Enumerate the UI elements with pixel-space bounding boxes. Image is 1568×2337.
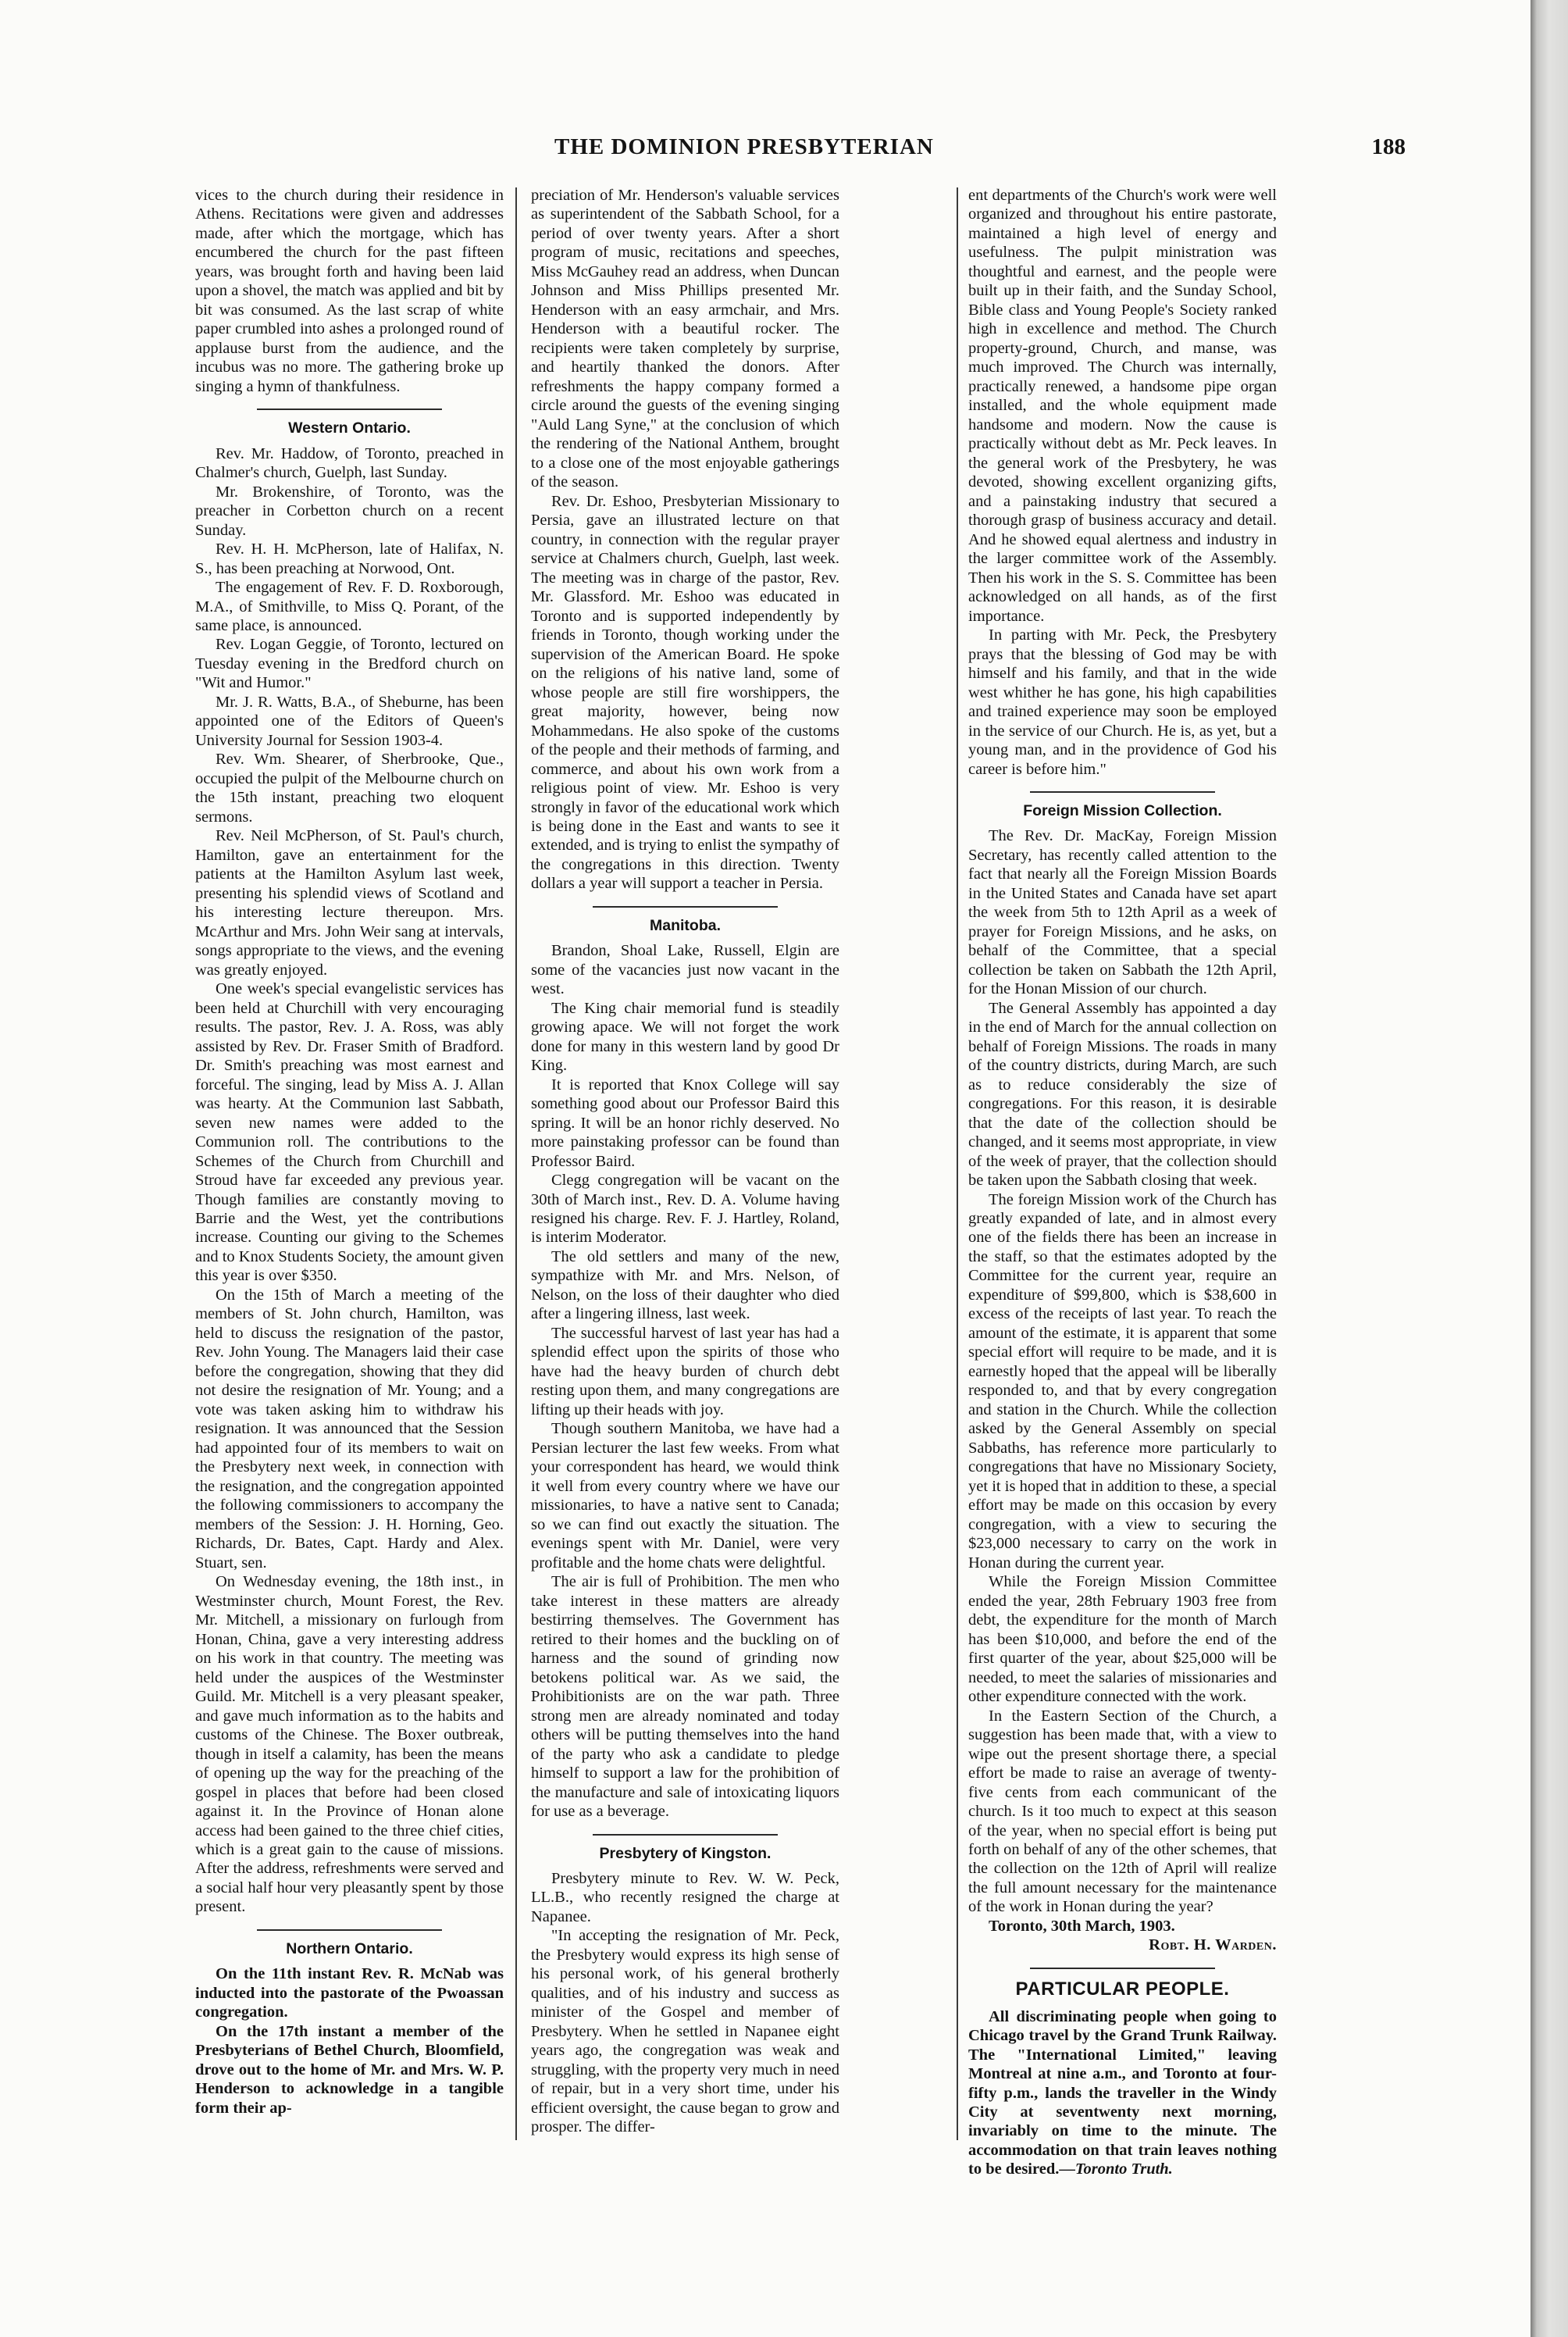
paragraph: The engagement of Rev. F. D. Roxborough, M.A., of Smithville, to Miss Q. Porant, of the same place, is announced. — [195, 579, 504, 634]
paragraph: Mr. Brokenshire, of Toronto, was the preacher in Corbetton church on a recent Sunday. — [195, 483, 504, 539]
section-rule — [257, 1929, 442, 1931]
paragraph: vices to the church during their residence in Athens. Recitations were given and addresses made, after which the mortgage, which has encumbered the church for the past fifteen years, was brought forth and having been laid upon a shovel, the match was applied and bit by bit was consumed. As the last scrap of white paper crumbled into ashes a prolonged round of applause burst from the audience, and the incubus was no more. The gathering broke up singing a hymn of thankfulness. — [195, 187, 504, 395]
paragraph: Though southern Manitoba, we have had a Persian lecturer the last few weeks. From what your correspondent has heard, we would think it well from every country where we have our missionaries, to have a native sent to Canada; so we can find out exactly the situation. The evenings spent with Mr. Daniel, were very profitable and the home chats were delightful. — [531, 1420, 839, 1572]
paragraph: Rev. Dr. Eshoo, Presbyterian Missionary to Persia, gave an illustrated lecture on that country, in connection with the regular prayer service at Chalmers church, Guelph, last week. The meeting was in charge of the pastor, Rev. Mr. Glassford. Mr. Eshoo was educated in Toronto and is supported independently by friends in Toronto, though working under the supervision of the American Board. He spoke on the religions of his native land, some of whose people are still fire worshippers, the great majority, however, being now Mohammedans. He also spoke of the customs of the people and their methods of farming, and commerce, and about his own work from a religious point of view. Mr. Eshoo is very strongly in favor of the educational work which is being done in the East and wants to see it extended, and is trying to enlist the sympathy of the congregations in this direction. Twenty dollars a year will support a teacher in Persia. — [531, 492, 839, 893]
section-rule — [1030, 1968, 1215, 1969]
paragraph: Mr. J. R. Watts, B.A., of Sheburne, has been appointed one of the Editors of Queen's University Journal for Session 1903-4. — [195, 693, 504, 749]
page-header — [195, 134, 1413, 166]
column-divider — [957, 187, 958, 2140]
paragraph: The air is full of Prohibition. The men who take interest in these matters are already bestirring themselves. The Government has retired to their homes and the buckling on of harness and the sound of grinding now betokens political war. As we said, the Prohibitionists are on the war path. Three strong men are already nominated and today others will be putting themselves into the hand of the party who ask a candidate to pledge himself to support a law for the prohibition of the manufacture and sale of intoxicating liquors for use as a beverage. — [531, 1573, 839, 1821]
paragraph: Presbytery minute to Rev. W. W. Peck, LL.B., who recently resigned the charge at Napanee. — [531, 1869, 839, 1925]
paragraph: One week's special evangelistic services has been held at Churchill with very encouraging results. The pastor, Rev. J. A. Ross, was ably assisted by Rev. Dr. Fraser Smith of Bradford. Dr. Smith's preaching was most earnest and forceful. The singing, lead by Miss A. J. Allan was hearty. At the Communion last Sabbath, seven new names were added to the Communion roll. The contributions to the Schemes of the Church from Churchill and Stroud have far exceeded any previous year. Though families are constantly moving to Barrie and the West, yet the contributions increase. Counting our giving to the Schemes and to Knox Students Society, the amount given this year is over $350. — [195, 980, 504, 1285]
paragraph: ent departments of the Church's work were well organized and throughout his entire pastorate, maintained a high level of energy and usefulness. The pulpit ministration was thoughtful and earnest, and the people were built up in their faith, and the Sunday School, Bible class and Young People's Society ranked high in excellence and method. The Church property-ground, Church, and manse, was much improved. The Church was internally, practically renewed, a handsome pipe organ installed, and the whole equipment made handsome and modern. Now the cause is practically without debt as Mr. Peck leaves. In the general work of the Presbytery, he was devoted, showing excellent organizing gifts, and a painstaking industry that secured a thorough grasp of business accuracy and detail. And he showed equal alertness and industry in the larger committee work of the Assembly. Then his work in the S. S. Committee has been acknowledged on all hands, as of the first importance. — [968, 187, 1277, 625]
page-number: 188 — [1371, 134, 1406, 159]
section-heading-western-ontario: Western Ontario. — [288, 419, 411, 437]
section-heading-foreign-mission-collection: Foreign Mission Collection. — [1023, 802, 1222, 820]
paragraph: Clegg congregation will be vacant on the 30th of March inst., Rev. D. A. Volume having resigned his charge. Rev. F. J. Hartley, Roland, is interim Moderator. — [531, 1172, 839, 1247]
column-1 — [195, 186, 504, 2154]
dateline: Toronto, 30th March, 1903. — [989, 1917, 1175, 1935]
paragraph: On the 17th instant a member of the Presbyterians of Bethel Church, Bloomfield, drove out to the home of Mr. and Mrs. W. P. Henderson to acknowledge in a tangible form their ap- — [195, 2022, 504, 2117]
paragraph: The foreign Mission work of the Church has greatly expanded of late, and in almost every one of the fields there has been an increase in the staff, so that the estimates adopted by the Committee for the current year, require an expenditure of $99,800, which is $38,600 in excess of the receipts of last year. To reach the amount of the estimate, it is apparent that some special effort will require to be made, and it is earnestly hoped that the appeal will be liberally responded to, and that by every congregation and station in the Church. While the collection asked by the General Assembly on special Sabbaths, has reference more particularly to congregations that have no Missionary Society, yet it is hoped that in addition to these, a special effort may be made on this occasion by every congregation, with a view to securing the $23,000 necessary to carry on the work in Honan during the current year. — [968, 1190, 1277, 1572]
section-heading-manitoba: Manitoba. — [650, 916, 721, 934]
page-edge-shadow — [1531, 0, 1568, 2337]
source-credit: Toronto Truth. — [1074, 2160, 1173, 2178]
paragraph — [968, 2007, 1277, 2179]
paragraph: preciation of Mr. Henderson's valuable services as superintendent of the Sabbath School, for a period of over twenty years. After a short program of music, recitations and speeches, Miss McGauhey read an address, when Duncan Johnson and Miss Phillips presented Mr. Henderson with an easy armchair, and Mrs. Henderson with a beautiful rocker. The recipients were taken completely by surprise, and heartily thanked the donors. After refreshments the happy company formed a circle around the guests of the evening singing "Auld Lang Syne," at the conclusion of which the rendering of the National Anthem, brought to a close one of the most enjoyable gatherings of the season. — [531, 187, 839, 491]
section-heading-presbytery-of-kingston: Presbytery of Kingston. — [599, 1844, 772, 1862]
paragraph-text: All discriminating people when going to Chicago travel by the Grand Trunk Railway. The "International Limited," leaving Montreal at nine a.m., and Toronto at four-fifty p.m., lands the traveller in the Windy City at seventwenty next morning, invariably on time to the minute. The accommodation on that train leaves nothing to be desired.— — [968, 2007, 1277, 2178]
running-title: THE DOMINION PRESBYTERIAN — [554, 134, 934, 159]
section-rule — [257, 409, 442, 410]
paragraph: On the 11th instant Rev. R. McNab was inducted into the pastorate of the Pwoassan congregation. — [195, 1965, 504, 2021]
paragraph: The old settlers and many of the new, sympathize with Mr. and Mrs. Nelson, of Nelson, on the loss of their daughter who died after a lingering illness, last week. — [531, 1247, 839, 1323]
column-divider — [515, 187, 517, 2140]
paragraph: Rev. Mr. Haddow, of Toronto, preached in Chalmer's church, Guelph, last Sunday. — [195, 444, 504, 482]
section-rule — [1030, 791, 1215, 793]
paragraph: Rev. Neil McPherson, of St. Paul's church, Hamilton, gave an entertainment for the patients at the Hamilton Asylum last week, presenting his splendid views of Scotland and his interesting lecture thereupon. Mrs. McArthur and Mrs. John Weir sang at intervals, songs appropriate to the views, and the evening was greatly enjoyed. — [195, 827, 504, 979]
paragraph: It is reported that Knox College will say something good about our Professor Baird this spring. It will be an honor richly deserved. No more painstaking professor can be found than Professor Baird. — [531, 1076, 839, 1170]
section-heading-northern-ontario: Northern Ontario. — [286, 1939, 413, 1957]
paragraph: The King chair memorial fund is steadily growing apace. We will not forget the work done for many in this western land by good Dr King. — [531, 999, 839, 1075]
paragraph: Rev. Wm. Shearer, of Sherbrooke, Que., occupied the pulpit of the Melbourne church on the 15th instant, preaching two eloquent sermons. — [195, 751, 504, 826]
paragraph: In the Eastern Section of the Church, a suggestion has been made that, with a view to wipe out the present shortage there, a special effort be made to raise an average of twenty-five cents from each communicant of the church. Is it too much to expect at this season of the year, when no special effort is being put forth on behalf of any of the other schemes, that the collection on the 12th of April will realize the full amount necessary for the maintenance of the work in Honan during the year? — [968, 1707, 1277, 1916]
section-rule — [593, 906, 778, 908]
paragraph: On the 15th of March a meeting of the members of St. John church, Hamilton, was held to discuss the resignation of the pastor, Rev. John Young. The Managers laid their case before the congregation, showing that they did not desire the resignation of Mr. Young; and a vote was taken asking him to withdraw his resignation. It was announced that the Session had appointed four of its members to wait on the Presbytery next week, in connection with the resignation, and the congregation appointed the following commissioners to accompany the members of the Session: J. H. Horning, Geo. Richards, Dr. Bates, Capt. Hardy and Alex. Stuart, sen. — [195, 1286, 504, 1572]
paragraph: "In accepting the resignation of Mr. Peck, the Presbytery would express its high sense of his personal work, of his general brotherly qualities, and of his industry and success as minister of the Gospel and member of Presbytery. When he settled in Napanee eight years ago, the congregation was weak and struggling, with the property very much in need of repair, but in a very short time, under his efficient oversight, the cause began to grow and prosper. The differ- — [531, 1927, 839, 2136]
paragraph: Rev. H. H. McPherson, late of Halifax, N. S., has been preaching at Norwood, Ont. — [195, 541, 504, 577]
section-rule — [593, 1834, 778, 1836]
column-3 — [968, 186, 1277, 2178]
paragraph: The General Assembly has appointed a day in the end of March for the annual collection on behalf of Foreign Missions. The roads in many of the country districts, during March, are such as to reduce considerably the size of congregations. For this reason, it is desirable that the date of the collection should be changed, and it seems most appropriate, in view of the week of prayer, that the collection should be taken upon the Sabbath closing that week. — [968, 999, 1277, 1190]
paragraph: The successful harvest of last year has had a splendid effect upon the spirits of those who have had the heavy burden of church debt resting upon them, and many congregations are lifting up their heads with joy. — [531, 1324, 839, 1418]
paragraph: In parting with Mr. Peck, the Presbytery prays that the blessing of God may be with himself and his family, and that in the wide west whither he has gone, his high capabilities and trained experience may soon be employed in the service of our Church. He is, as yet, but a young man, and in the providence of God his career is before him." — [968, 626, 1277, 778]
column-2 — [531, 186, 839, 2154]
paragraph: The Rev. Dr. MacKay, Foreign Mission Secretary, has recently called attention to the fact that nearly all the Foreign Mission Boards in the United States and Canada have set apart the week from 5th to 12th April as a week of prayer for Foreign Missions, and he asks, on behalf of the Committee, that a special collection be taken on Sabbath the 12th April, for the Honan Mission of our church. — [968, 827, 1277, 998]
paragraph: While the Foreign Mission Committee ended the year, 28th February 1903 free from debt, the expenditure for the month of March has been $10,000, and before the end of the first quarter of the year, about $25,000 will be needed, to meet the salaries of missionaries and other expenditure connected with the work. — [968, 1573, 1277, 1706]
paragraph: On Wednesday evening, the 18th inst., in Westminster church, Mount Forest, the Rev. Mr. Mitchell, a missionary on furlough from Honan, China, gave a very interesting address on his work in that country. The meeting was held under the auspices of the Westminster Guild. Mr. Mitchell is a very pleasant speaker, and gave much information as to the habits and customs of the Chinese. The Boxer outbreak, though in itself a calamity, has been the means of opening up the way for the preaching of the gospel in places that before had been closed against it. In the Province of Honan alone access had been gained to the three chief cities, which is a great gain to the cause of missions. After the address, refreshments were served and a social half hour very pleasantly spent by those present. — [195, 1573, 504, 1916]
signature: Robt. H. Warden. — [1149, 1936, 1277, 1954]
paragraph: Brandon, Shoal Lake, Russell, Elgin are some of the vacancies just now vacant in the west. — [531, 942, 839, 998]
paragraph: Rev. Logan Geggie, of Toronto, lectured on Tuesday evening in the Bredford church on "Wit and Humor." — [195, 636, 504, 692]
section-heading-particular-people: PARTICULAR PEOPLE. — [1015, 1978, 1230, 2000]
